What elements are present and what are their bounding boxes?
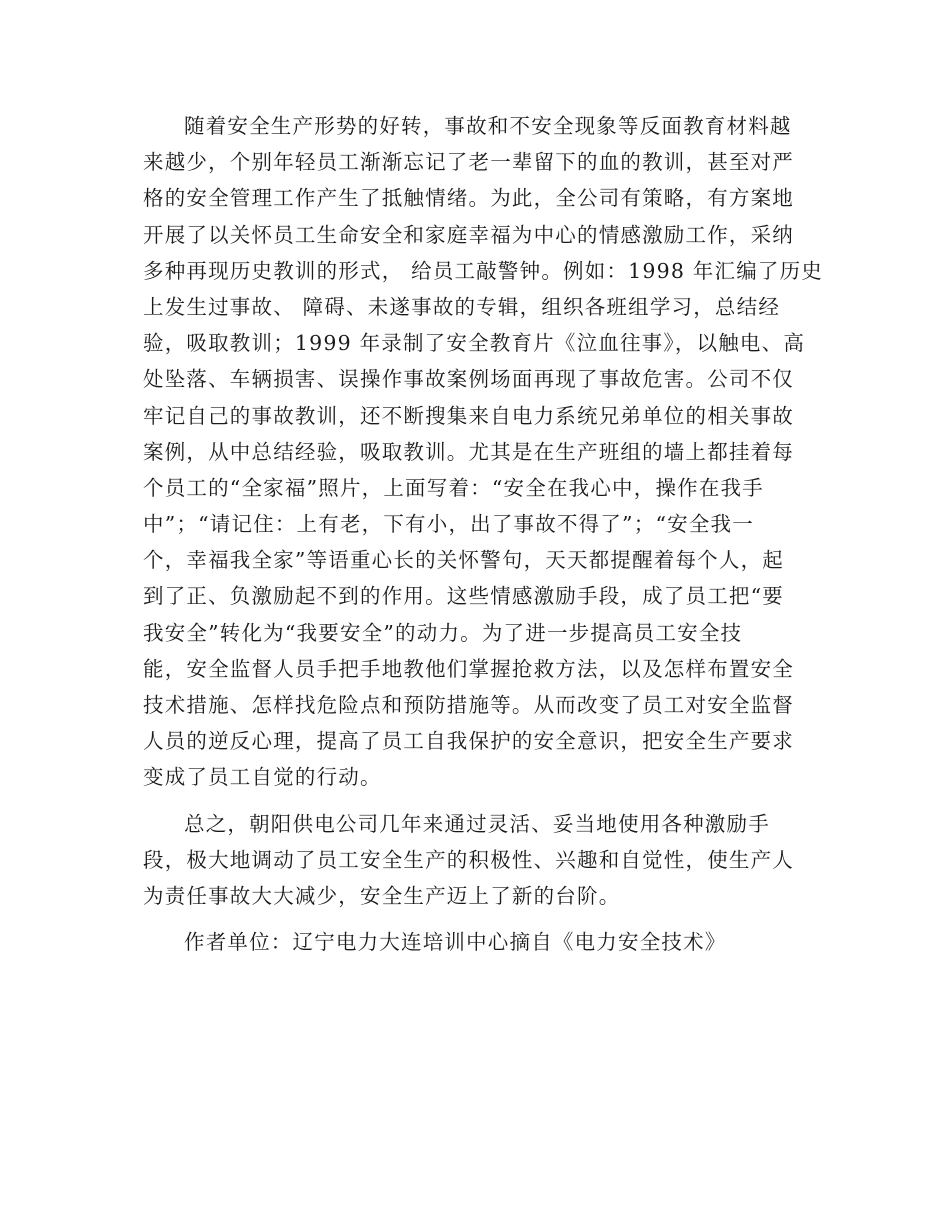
text-line: 个，幸福我全家”等语重心长的关怀警句，天天都提醒着每个人，起 — [143, 548, 784, 573]
text-line: 随着安全生产形势的好转，事故和不安全现象等反面教育材料越 — [184, 114, 792, 138]
text-line: 我安全”转化为“我要安全”的动力。为了进一步提高员工安全技 — [143, 620, 743, 645]
text-line: 来越少，个别年轻员工渐渐忘记了老一辈留下的血的教训，甚至对严 — [143, 150, 794, 175]
text-line: 多种再现历史教训的形式， 给员工敲警钟。例如：1998 年汇编了历史 — [143, 258, 824, 283]
text-line: 变成了员工自觉的行动。 — [143, 765, 382, 790]
text-line: 能，安全监督人员手把手地教他们掌握抢救方法，以及怎样布置安全 — [143, 656, 794, 681]
text-line: 开展了以关怀员工生命安全和家庭幸福为中心的情感激励工作，采纳 — [143, 222, 794, 247]
text-line: 段，极大地调动了员工安全生产的积极性、兴趣和自觉性，使生产人 — [143, 847, 794, 872]
text-line: 案例，从中总结经验，吸取教训。尤其是在生产班组的墙上都挂着每 — [143, 439, 794, 464]
text-line: 中”；“请记住：上有老，下有小，出了事故不得了”；“安全我一 — [143, 512, 754, 537]
text-line: 上发生过事故、 障碍、未遂事故的专辑，组织各班组学习，总结经 — [143, 294, 781, 319]
paragraph-summary — [143, 806, 809, 915]
text-line: 人员的逆反心理，提高了员工自我保护的安全意识，把安全生产要求 — [143, 729, 794, 754]
text-line: 技术措施、怎样找危险点和预防措施等。从而改变了员工对安全监督 — [143, 693, 794, 717]
text-line: 牢记自己的事故教训，还不断搜集来自电力系统兄弟单位的相关事故 — [143, 403, 794, 428]
paragraph-safety-education — [143, 108, 824, 796]
text-line: 为责任事故大大减少，安全生产迈上了新的台阶。 — [143, 883, 621, 908]
text-line: 格的安全管理工作产生了抵触情绪。为此，全公司有策略，有方案地 — [143, 186, 794, 211]
text-line: 到了正、负激励起不到的作用。这些情感激励手段，成了员工把“要 — [143, 584, 784, 609]
document-body — [143, 108, 824, 960]
author-source-line: 作者单位：辽宁电力大连培训中心摘自《电力安全技术》 — [184, 930, 727, 955]
text-line: 处坠落、车辆损害、误操作事故案例场面再现了事故危害。公司不仅 — [143, 367, 794, 392]
paragraph-author-source — [143, 924, 809, 960]
text-line: 个员工的“全家福”照片，上面写着：“安全在我心中，操作在我手 — [143, 475, 764, 500]
text-line: 验，吸取教训；1999 年录制了安全教育片《泣血往事》，以触电、高 — [143, 331, 806, 356]
text-line: 总之，朝阳供电公司几年来通过灵活、妥当地使用各种激励手 — [184, 811, 770, 836]
